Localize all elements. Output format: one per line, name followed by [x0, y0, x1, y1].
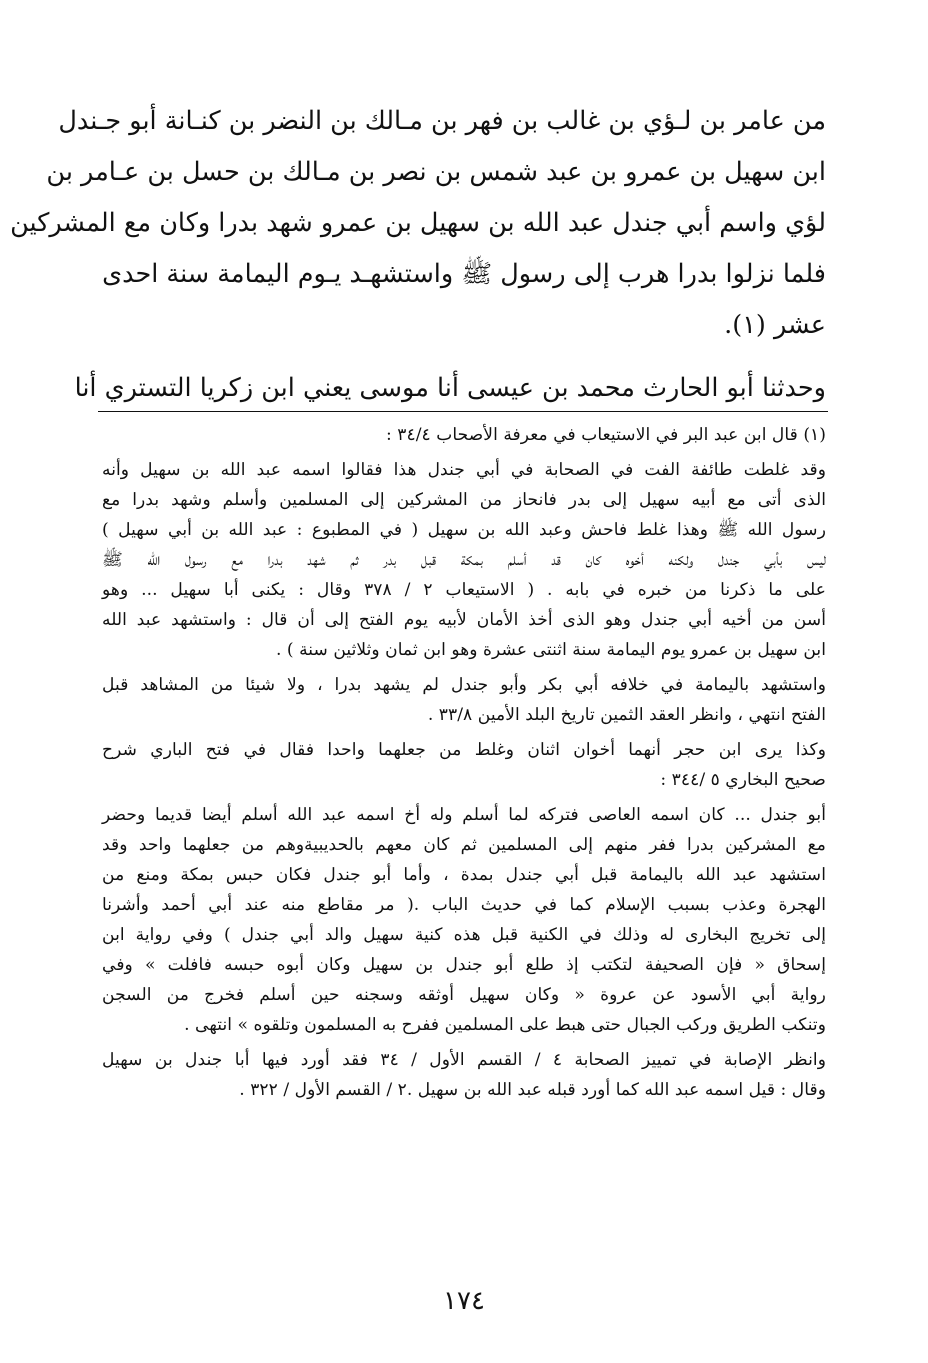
text-line: عشر (١). — [724, 310, 826, 340]
text-line: واستشهد باليمامة في خلافه أبي بكر وأبو جندل لم يشهد بدرا ، ولا شيئا من المشاهد قبل — [102, 675, 826, 695]
text-line: إلى تخريج البخارى له وذلك في الكنية قبل هذه كنية سهيل والد أبي جندل ) وفي رواية ابن — [102, 925, 826, 945]
text-line: أبو جندل ... كان اسمه العاصى فتركه لما أسلم وله أخ اسمه عبد الله أسلم أيضا قديما وحضر — [102, 805, 826, 825]
text-line: مع المشركين بدرا ففر منهم إلى المسلمين ثم كان معهم بالحديبيةوهم من جعلهما واحد وقد — [102, 835, 826, 855]
text-line: الهجرة وعذب بسبب الإسلام كما في حديث الباب .( مر مقاطع منه عند أبي أحمد وأشرنا — [102, 895, 826, 915]
text-line: وقال : قيل اسمه عبد الله كما أورد قبله عبد الله بن سهيل .٢ / القسم الأول / ٣٢٢ . — [239, 1080, 826, 1100]
footnote-block — [102, 670, 826, 730]
text-line: إسحاق « فإن الصحيفة لتكتب إذ طلع أبو جندل بن سهيل وكان أبوه حبسه فافلت » وفي — [102, 955, 826, 975]
footnote-block — [102, 420, 826, 450]
text-line: صحيح البخاري ٥ /٣٤٤ : — [660, 770, 826, 790]
text-line: على ما ذكرنا من خبره في بابه . ( الاستيعاب ٢ / ٣٧٨ وقال : يكنى أبا سهيل ... وهو — [102, 580, 826, 600]
main-text — [10, 96, 826, 403]
main-paragraph-2 — [74, 363, 826, 414]
text-line: رسول الله ﷺ وهذا غلط فاحش وعبد الله بن سهيل ( في المطبوع : عبد الله بن أبي سهيل ) — [102, 520, 826, 540]
text-line: الذى أتى مع أبيه سهيل إلى بدر فانحاز من المشركين إلى المسلمين وأسلم وشهد بدرا مع — [102, 490, 826, 510]
text-line: وقد غلطت طائفة الفت في الصحابة في أبي جندل هذا فقالوا اسمه عبد الله بن سهيل وأنه — [102, 460, 826, 480]
page-number: ١٧٤ — [443, 1286, 485, 1316]
main-paragraph-1 — [10, 96, 826, 351]
text-line: الفتح انتهي ، وانظر العقد الثمين تاريخ البلد الأمين ٣٣/٨ . — [427, 705, 826, 725]
footnote-block — [102, 1045, 826, 1105]
footnote-block — [102, 800, 826, 1040]
text-line: استشهد عبد الله باليمامة قبل أبي جندل بمدة ، وأما أبو جندل فكان حبس بمكة ومنع من — [102, 865, 826, 885]
text-line: ابن سهيل بن عمرو يوم اليمامة سنة اثنتى عشرة وهو ابن ثمان وثلاثين سنة ) . — [275, 640, 826, 660]
text-line: وتنكب الطريق وركب الجبال حتى هبط على المسلمين ففرح به المسلمون وتلقوه » انتهى . — [184, 1015, 826, 1035]
text-line: رواية أبي الأسود عن عروة « وكان سهيل أوثقه وسجنه حين أسلم فخرج من السجن — [102, 985, 826, 1005]
text-line: وانظر الإصابة في تمييز الصحابة ٤ / القسم الأول / ٣٤ فقد أورد فيها أبا جندل بن سهيل — [102, 1050, 827, 1070]
footnote-separator — [98, 411, 828, 412]
text-line: وكذا يرى ابن حجر أنهما أخوان اثنان وغلط من جعلهما واحدا فقال في فتح الباري شرح — [102, 740, 826, 760]
text-line: (١) قال ابن عبد البر في الاستيعاب في معرفة الأصحاب ٣٤/٤ : — [385, 425, 826, 445]
footnote-block — [102, 455, 826, 665]
text-line: ليس بأبي جندل ولكنه أخوه كان قد أسلم بمكة قبل بدر ثم شهد بدرا مع رسول الله ﷺ — [102, 550, 826, 570]
footnote-block — [102, 735, 826, 795]
text-line: ابن سهيل بن عمرو بن عبد شمس بن نصر بن مـالك بن حسل بن عـامر بن — [46, 157, 826, 187]
text-line: وحدثنا أبو الحارث محمد بن عيسى أنا موسى يعني ابن زكريا التستري أنا — [74, 373, 826, 403]
text-line: من عامر بن لـؤي بن غالب بن فهر بن مـالك بن النضر بن كنـانة أبو جـندل — [58, 106, 826, 136]
text-line: لؤي واسم أبي جندل عبد الله بن سهيل بن عمرو شهد بدرا وكان مع المشركين — [10, 208, 826, 238]
text-line: أسن من أخيه أبي جندل وهو الذى أخذ الأمان لأبيه يوم الفتح إلى أن قال : واستشهد عبد الله — [102, 610, 826, 630]
footnotes — [102, 420, 826, 1110]
text-line: فلما نزلوا بدرا هرب إلى رسول ﷺ واستشهـد يـوم اليمامة سنة احدى — [102, 259, 826, 289]
